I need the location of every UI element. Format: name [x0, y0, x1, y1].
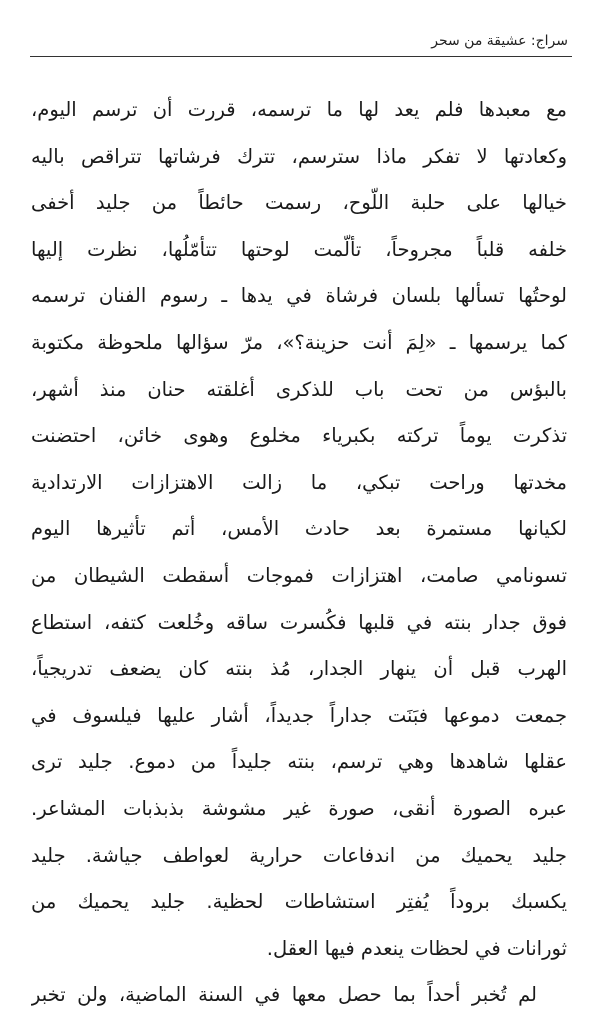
text-line: خلفه قلباً مجروحاً، تألّمت لوحتها تتأمّلُها، نظرت إليها — [31, 237, 567, 261]
text-line: جمعت دموعها فبَنَت جداراً جديداً، أشار عليها فيلسوف في — [31, 703, 567, 727]
text-line: فوق جدار بنته في قلبها فكُسرت ساقه وخُلعت كتفه، استطاع — [31, 610, 567, 634]
text-line: عقلها شاهدها وهي ترسم، بنته جليداً من دموع. جليد ترى — [31, 750, 567, 774]
text-line: لكيانها مستمرة بعد حادث الأمس، أتم تأثيرها اليوم — [31, 517, 567, 541]
text-line: يكسبك بروداً يُفتِر استشاطات لحظية. جليد يحميك من — [31, 890, 567, 914]
text-line: مخدتها وراحت تبكي، ما زالت الاهتزازات الارتدادية — [31, 470, 567, 494]
text-line: وكعادتها لا تفكر ماذا سترسم، تترك فرشاتها تتراقص باليه — [31, 144, 567, 168]
text-line: تذكرت يوماً تركته بكبرياء مخلوع وهوى خائن، احتضنت — [31, 424, 567, 448]
running-title: سراج: عشيقة من سحر — [431, 33, 568, 49]
text-line: ثورانات في لحظات ينعدم فيها العقل. — [266, 936, 567, 960]
text-line: جليد يحميك من اندفاعات حرارية لعواطف جياشة. جليد — [31, 843, 567, 867]
text-line: مع معبدها فلم يعد لها ما ترسمه، قررت أن ترسم اليوم، — [31, 98, 567, 121]
text-line: بالبؤس من تحت باب للذكرى أغلقته حنان منذ أشهر، — [31, 377, 567, 401]
page-body — [31, 87, 567, 1019]
text-line: لوحتُها تسألها بلسان فرشاة في يدها ـ رسوم الفنان ترسمه — [31, 284, 567, 308]
text-line: كما يرسمها ـ «لِمَ أنت حزينة؟»، مرّ سؤالها ملحوظة مكتوبة — [31, 330, 567, 354]
text-line: تسونامي صامت، اهتزازات فموجات أسقطت الشيطان من — [31, 563, 567, 587]
running-header — [30, 30, 572, 57]
text-line: لم تُخبر أحداً بما حصل معها في السنة الماضية، ولن تخبر — [31, 983, 537, 1007]
text-line: الهرب قبل أن ينهار الجدار، مُذ بنته كان يضعف تدريجياً، — [31, 657, 567, 681]
text-line: عبره الصورة أنقى، صورة غير مشوشة بذبذبات المشاعر. — [31, 796, 567, 820]
text-line: خيالها على حلبة اللّوح، رسمت حائطاً من جليد أخفى — [31, 191, 567, 215]
